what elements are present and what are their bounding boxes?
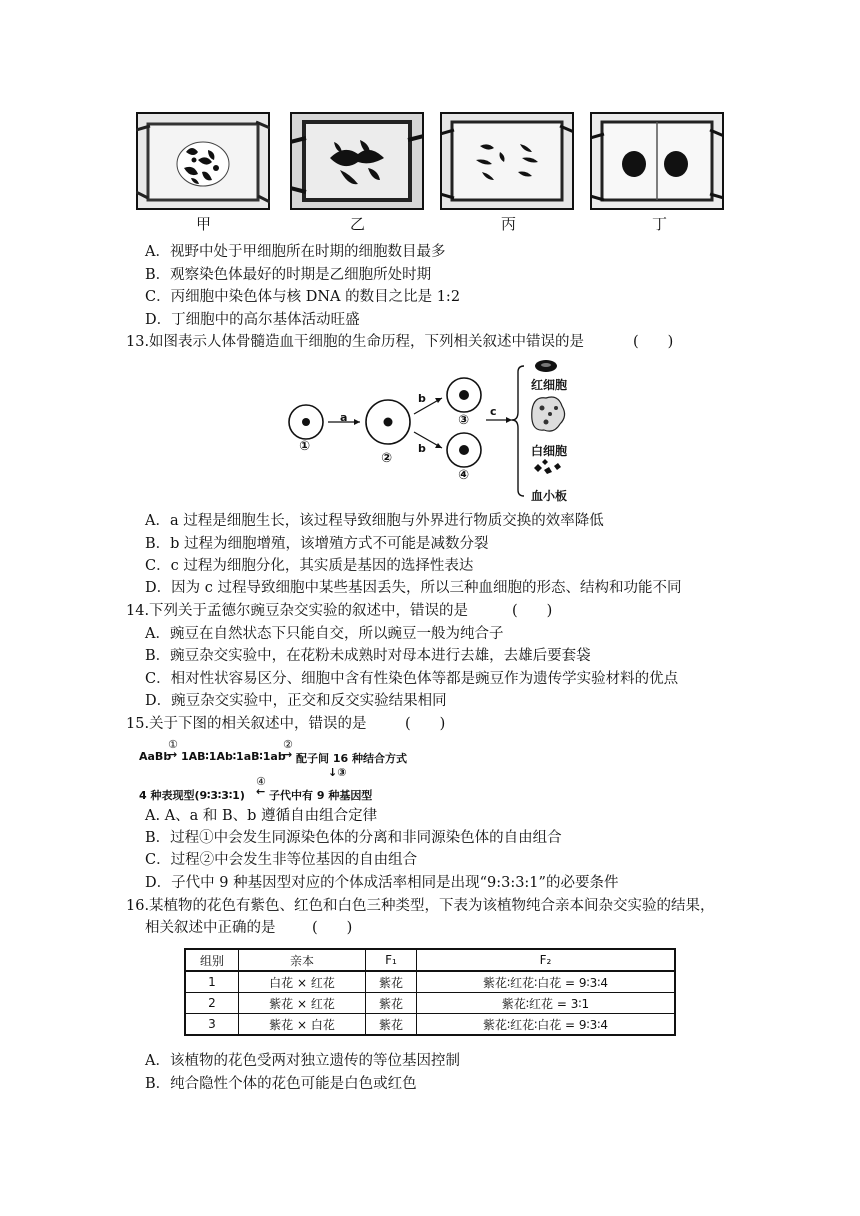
- q16-stem-line1: 16.某植物的花色有紫色、红色和白色三种类型，下表为该植物纯合亲本间杂交实验的结果，: [126, 898, 715, 914]
- q15-gametes: 1AB∶1Ab∶1aB∶1ab: [181, 750, 286, 763]
- q13-product-red-cell: 红细胞: [531, 378, 568, 392]
- q13-stem-text: 13.如图表示人体骨髓造血干细胞的生命历程，下列相关叙述中错误的是: [126, 334, 585, 350]
- q15-answer-paren: ( ): [405, 716, 446, 732]
- q13-label-a: a: [340, 411, 348, 424]
- q15-phenotypes: 4 种表现型(9∶3∶3∶1): [139, 789, 245, 802]
- cell-parents: 紫花 × 红花: [239, 993, 366, 1014]
- q12-option-b: B．观察染色体最好的时期是乙细胞所处时期: [145, 267, 432, 283]
- q13-answer-paren: ( ): [633, 334, 674, 350]
- cell-parents: 紫花 × 白花: [239, 1014, 366, 1036]
- q14-option-d: D．豌豆杂交实验中，正交和反交实验结果相同: [145, 693, 447, 709]
- q15-genotypes: 子代中有 9 种基因型: [269, 789, 373, 802]
- q16-option-b: B．纯合隐性个体的花色可能是白色或红色: [145, 1076, 417, 1092]
- q14-stem: 14.下列关于孟德尔豌豆杂交实验的叙述中，错误的是: [126, 603, 469, 619]
- q13-cell-2: ②: [381, 451, 393, 466]
- q13-option-a: A．a 过程是细胞生长，该过程导致细胞与外界进行物质交换的效率降低: [145, 513, 604, 529]
- q13-product-white-cell: 白细胞: [531, 444, 568, 458]
- micrograph-bing: [440, 112, 574, 210]
- q13-cell-4: ④: [458, 468, 470, 483]
- table-header-row: [185, 949, 675, 971]
- header-group: 组别: [185, 949, 239, 971]
- table-row: [185, 971, 675, 993]
- q13-label-c: c: [490, 405, 497, 418]
- q13-stem: [126, 332, 584, 352]
- micrograph-yi: [290, 112, 424, 210]
- cell-group: 1: [185, 971, 239, 993]
- q15-option-d: D．子代中 9 种基因型对应的个体成活率相同是出现“9:3:3:1”的必要条件: [145, 875, 619, 891]
- q15-arrow1: →: [168, 748, 178, 761]
- q13-option-c: C．c 过程为细胞分化，其实质是基因的选择性表达: [145, 558, 474, 574]
- q16-option-a: A．该植物的花色受两对独立遗传的等位基因控制: [145, 1053, 460, 1069]
- caption-bing: 丙: [501, 215, 517, 233]
- caption-yi: 乙: [350, 215, 366, 233]
- q15-step1: ①: [168, 738, 178, 751]
- cell-f2: 紫花∶红花∶白花 = 9∶3∶4: [417, 1014, 676, 1036]
- q16-results-table: [184, 948, 676, 1036]
- q15-option-b: B．过程①中会发生同源染色体的分离和非同源染色体的自由组合: [145, 830, 562, 846]
- cell-group: 2: [185, 993, 239, 1014]
- q16-stem-line2: 相关叙述中正确的是: [145, 920, 276, 936]
- q13-label-b-upper: b: [418, 392, 426, 405]
- q15-step3: ↓③: [328, 766, 347, 779]
- header-parents: 亲本: [239, 949, 366, 971]
- caption-ding: 丁: [652, 215, 668, 233]
- cell-f2: 紫花∶红花∶白花 = 9∶3∶4: [417, 971, 676, 993]
- q15-arrow2: →: [283, 748, 293, 761]
- q13-option-b: B．b 过程为细胞增殖，该增殖方式不可能是减数分裂: [145, 536, 489, 552]
- q13-cell-1: ①: [299, 439, 311, 454]
- cell-f1: 紫花: [366, 993, 417, 1014]
- table-row: [185, 1014, 675, 1036]
- micrograph-jia: [136, 112, 270, 210]
- q14-answer-paren: ( ): [512, 603, 553, 619]
- cell-f1: 紫花: [366, 971, 417, 993]
- q13-label-b-lower: b: [418, 442, 426, 455]
- q14-option-a: A．豌豆在自然状态下只能自交，所以豌豆一般为纯合子: [145, 626, 504, 642]
- q15-stem: 15.关于下图的相关叙述中，错误的是: [126, 716, 367, 732]
- table-row: [185, 993, 675, 1014]
- caption-jia: 甲: [196, 215, 212, 233]
- cell-parents: 白花 × 红花: [239, 971, 366, 993]
- q14-option-b: B．豌豆杂交实验中，在花粉未成熟时对母本进行去雄，去雄后要套袋: [145, 648, 591, 664]
- q12-option-d: D．丁细胞中的高尔基体活动旺盛: [145, 312, 360, 328]
- micrograph-ding: [590, 112, 724, 210]
- header-f1: F₁: [366, 949, 417, 971]
- q15-arrow4: ←: [256, 785, 266, 798]
- cell-f1: 紫花: [366, 1014, 417, 1036]
- q13-option-d: D．因为 c 过程导致细胞中某些基因丢失，所以三种血细胞的形态、结构和功能不同: [145, 580, 682, 596]
- cell-group: 3: [185, 1014, 239, 1036]
- cell-f2: 紫花∶红花 = 3∶1: [417, 993, 676, 1014]
- q12-option-c: C．丙细胞中染色体与核 DNA 的数目之比是 1:2: [145, 289, 461, 305]
- q15-step4: ④: [256, 775, 266, 788]
- q13-cell-3: ③: [458, 413, 470, 428]
- q15-option-a: A. A、a 和 B、b 遵循自由组合定律: [145, 808, 378, 824]
- q15-start: AaBb: [139, 750, 172, 763]
- q15-step2: ②: [283, 738, 293, 751]
- q13-product-platelet: 血小板: [531, 489, 568, 503]
- q12-option-a: A．视野中处于甲细胞所在时期的细胞数目最多: [145, 244, 446, 260]
- q14-option-c: C．相对性状容易区分、细胞中含有性染色体等都是豌豆作为遗传学实验材料的优点: [145, 671, 679, 687]
- header-f2: F₂: [417, 949, 676, 971]
- q15-option-c: C．过程②中会发生非等位基因的自由组合: [145, 852, 418, 868]
- q15-combine: 配子间 16 种结合方式: [296, 752, 407, 765]
- q16-answer-paren: ( ): [312, 920, 353, 936]
